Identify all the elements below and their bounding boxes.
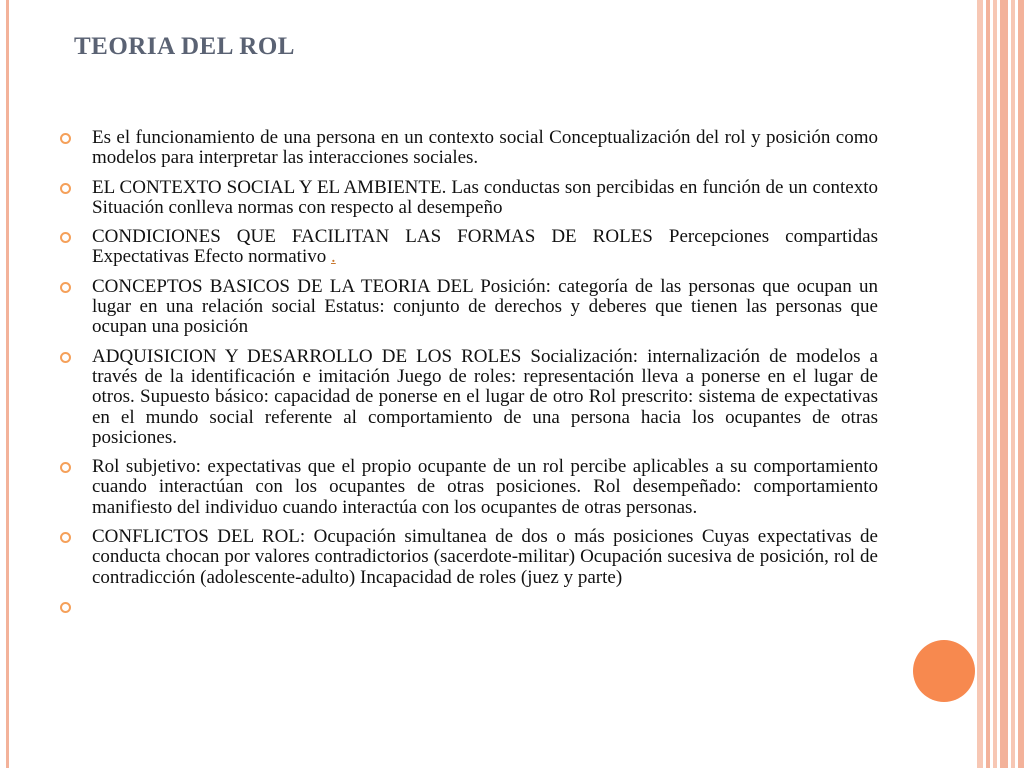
bullet-text: EL CONTEXTO SOCIAL Y EL AMBIENTE. Las conductas son percibidas en función de un contexto Situación conlleva normas con respecto al desempeño [92, 176, 878, 218]
list-item [58, 178, 878, 219]
right-border-stripe [993, 0, 997, 768]
ring-bullet-icon [60, 282, 71, 293]
list-item-empty [58, 597, 878, 617]
ring-bullet-icon [60, 183, 71, 194]
right-border-stripe [1000, 0, 1008, 768]
bullet-text: CONCEPTOS BASICOS DE LA TEORIA DEL Posición: categoría de las personas que ocupan un lugar en una relación social Estatus: conjunto de derechos y deberes que tienen las personas que ocupan una posición [92, 275, 878, 338]
list-item [58, 527, 878, 588]
right-border-stripe [977, 0, 983, 768]
bullet-text: Es el funcionamiento de una persona en un contexto social Conceptualización del rol y posición como modelos para interpretar las interacciones sociales. [92, 127, 878, 169]
list-item [58, 457, 878, 518]
list-item [58, 227, 878, 268]
bullet-text: Rol subjetivo: expectativas que el propio ocupante de un rol percibe aplicables a su comportamiento cuando interactúan con los ocupantes de otras posiciones. Rol desempeñado: comportamiento manifiesto del individuo cuando interactúa con los ocupantes de otras personas. [92, 456, 878, 518]
bullet-text: CONFLICTOS DEL ROL: Ocupación simultanea de dos o más posiciones Cuyas expectativas de conducta chocan por valores contradictorios (sacerdote-militar) Ocupación sucesiva de posición, rol de contradicción (adolescente-adulto) Incapacidad de roles (juez y parte) [92, 526, 878, 588]
slide-title: TEORIA DEL ROL [74, 33, 295, 60]
hyperlink[interactable]: . [331, 246, 336, 268]
right-border-stripe [1018, 0, 1024, 768]
ring-bullet-icon [60, 232, 71, 243]
bullet-text: ADQUISICION Y DESARROLLO DE LOS ROLES Socialización: internalización de modelos a través de la identificación e imitación Juego de roles: representación lleva a ponerse en el lugar de otros. Supuesto básico: capacidad de ponerse en el lugar de otro Rol prescrito: sistema de expectativas en el mundo social referente al comportamiento de una persona hacia los ocupantes de otras posiciones. [92, 345, 878, 448]
left-border-stripe [6, 0, 9, 768]
decorative-circle [913, 640, 975, 702]
right-border-stripe [986, 0, 990, 768]
list-item [58, 277, 878, 338]
bullet-list [58, 128, 878, 626]
right-border-stripe [1011, 0, 1015, 768]
bullet-text: CONDICIONES QUE FACILITAN LAS FORMAS DE ROLES Percepciones compartidas Expectativas Efecto normativo [92, 226, 878, 268]
ring-bullet-icon [60, 602, 71, 613]
ring-bullet-icon [60, 352, 71, 363]
list-item [58, 128, 878, 169]
list-item [58, 347, 878, 448]
ring-bullet-icon [60, 532, 71, 543]
ring-bullet-icon [60, 462, 71, 473]
ring-bullet-icon [60, 133, 71, 144]
